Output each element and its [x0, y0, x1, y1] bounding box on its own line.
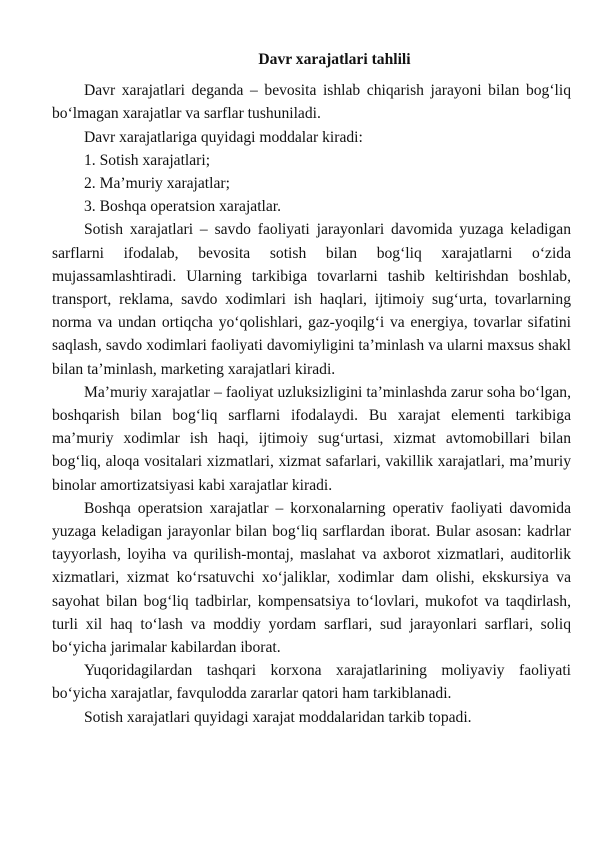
document-title: Davr xarajatlari tahlili: [258, 51, 411, 68]
list-intro: Davr xarajatlariga quyidagi moddalar kiradi:: [84, 128, 363, 146]
admin-expenses-paragraph: Ma’muriy xarajatlar – faoliyat uzluksizligini ta’minlashda zarur soha bo‘lgan, boshqarish bilan bog‘liq sarflarni ifodalaydi. Bu xarajat elementi tarkibiga ma’muriy xodimlar ish haqi, ijtimoiy sug‘urtasi, xizmat avtomobillari bilan bog‘liq, aloqa vositalari xizmatlari, xizmat safarlari, vakillik xarajatlari, ma’muriy binolar amortizatsiyasi kabi xarajatlar kiradi.: [52, 383, 571, 494]
intro-paragraph: Davr xarajatlari deganda – bevosita ishlab chiqarish jarayoni bilan bog‘liq bo‘lmagan xarajatlar va sarflar tushuniladi.: [52, 82, 571, 123]
financial-expenses-paragraph: Yuqoridagilardan tashqari korxona xarajatlarining moliyaviy faoliyati bo‘yicha xarajatlar, favqulodda zararlar qatori ham tarkiblanadi.: [52, 662, 571, 703]
sales-expenses-paragraph: Sotish xarajatlari – savdo faoliyati jarayonlari davomida yuzaga keladigan sarflarni ifodalab, bevosita sotish bilan bog‘liq xarajatlarni o‘zida mujassamlashtiradi. Ularning tarkibiga tovarlarni tashib keltirishdan boshlab, transport, reklama, savdo xodimlari ish haqlari, ijtimoiy sug‘urta, tovarlarning norma va undan ortiqcha yo‘qolishlari, gaz-yoqilg‘i va energiya, tovarlar sifatini saqlash, savdo xodimlari faoliyati davomiyligini ta’minlash va ularni maxsus shakl bilan ta’minlash, marketing xarajatlari kiradi.: [52, 221, 571, 378]
list-item: 3. Boshqa operatsion xarajatlar.: [84, 198, 282, 216]
document-page: [52, 48, 571, 729]
list-item: 2. Ma’muriy xarajatlar;: [84, 175, 230, 193]
list-item: 1. Sotish xarajatlari;: [84, 151, 211, 169]
closing-paragraph: Sotish xarajatlari quyidagi xarajat moddalaridan tarkib topadi.: [84, 708, 472, 726]
other-expenses-paragraph: Boshqa operatsion xarajatlar – korxonalarning operativ faoliyati davomida yuzaga keladigan jarayonlar bilan bog‘liq sarflardan iborat. Bular asosan: kadrlar tayyorlash, loyiha va qurilish-montaj, maslahat va axborot xizmatlari, auditorlik xizmatlari, xizmat ko‘rsatuvchi xo‘jaliklar, xodimlar dam olishi, ekskursiya va sayohat bilan bog‘liq tadbirlar, kompensatsiya to‘lovlari, mukofot va taqdirlash, turli xil haq to‘lash va moddiy yordam sarflari, sud jarayonlari sarflari, soliq bo‘yicha jarimalar kabilardan iborat.: [52, 499, 571, 657]
